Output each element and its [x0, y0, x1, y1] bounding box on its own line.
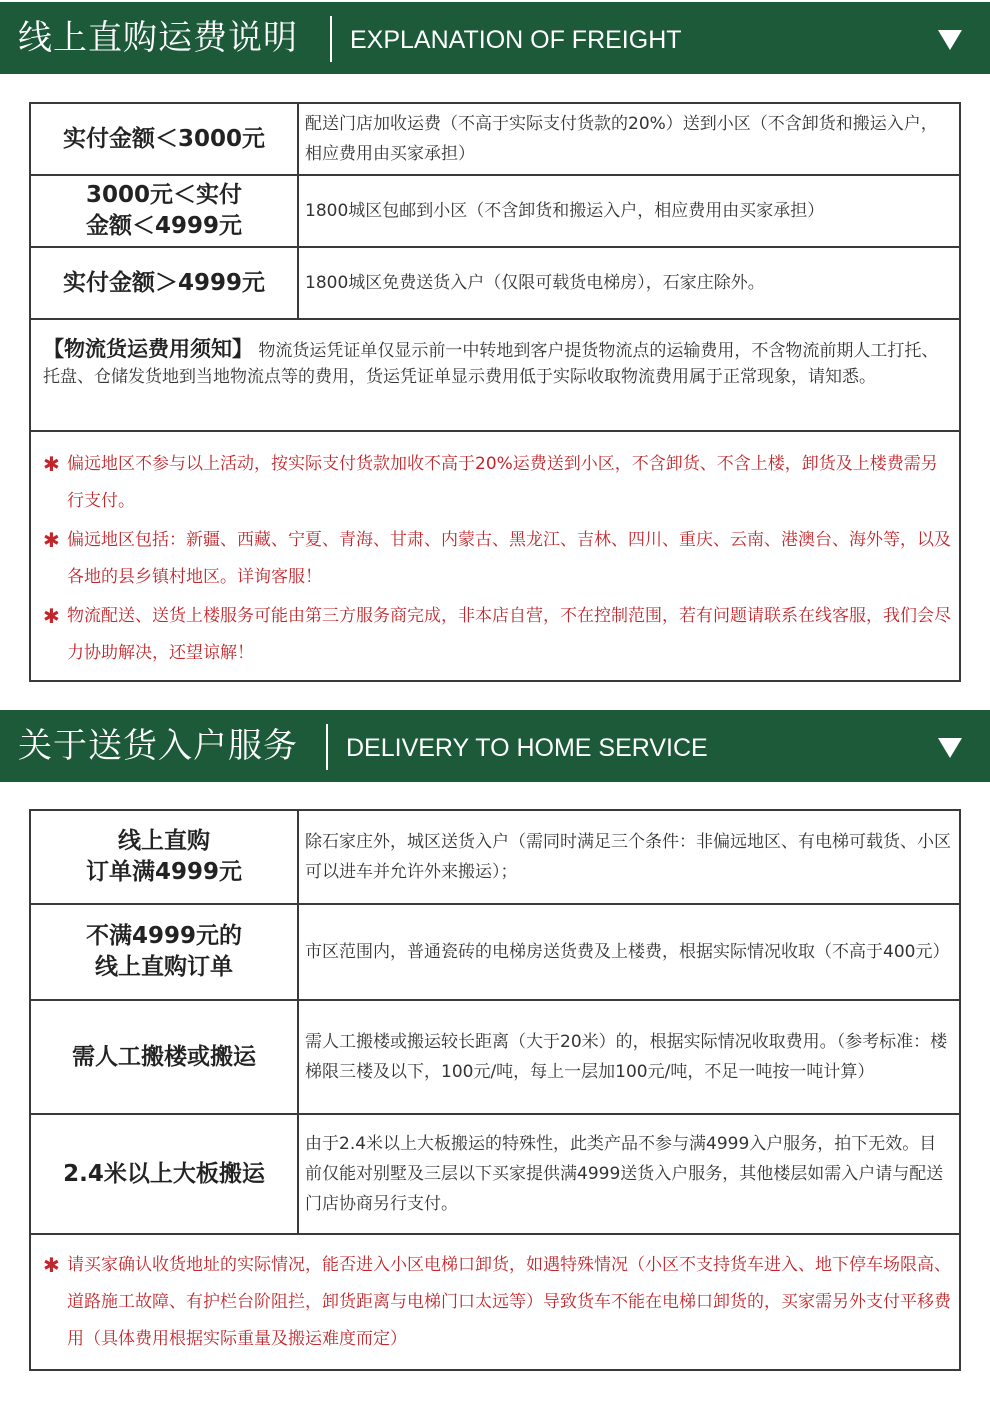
- triangle-down-icon[interactable]: [938, 30, 962, 50]
- label-line: 不满4999元的: [85, 923, 242, 949]
- delivery-row-desc: 市区范围内，普通瓷砖的电梯房送货费及上楼费，根据实际情况收取（不高于400元）: [305, 942, 950, 962]
- freight-table: [29, 102, 961, 682]
- freight-row: [31, 104, 959, 176]
- asterisk-icon: ✱: [43, 528, 60, 552]
- delivery-notes: [31, 1235, 959, 1369]
- logistics-text: 物流货运凭证单仅显示前一中转地到客户提货物流点的运输费用，不含物流前期人工打托、托盘、仓储发货地到当地物流点等的费用，货运凭证单显示费用低于实际收取物流费用属于正常现象，请知悉。: [43, 341, 939, 387]
- freight-row-desc: 配送门店加收运费（不高于实际支付货款的20%）送到小区（不含卸货和搬运入户，相应费用由买家承担）: [305, 114, 938, 164]
- freight-row-label: 实付金额＜3000元: [31, 104, 299, 174]
- delivery-table: [29, 809, 961, 1371]
- freight-header-banner: [0, 2, 990, 74]
- asterisk-icon: ✱: [43, 452, 60, 476]
- label-line: 3000元＜实付: [85, 182, 242, 208]
- label-line: 线上直购: [117, 828, 210, 854]
- freight-row-label: [31, 176, 299, 246]
- delivery-row-label: 2.4米以上大板搬运: [31, 1115, 299, 1233]
- freight-title-cn: 线上直购运费说明: [18, 18, 298, 58]
- delivery-row: [31, 1115, 959, 1235]
- note-text: 偏远地区包括：新疆、西藏、宁夏、青海、甘肃、内蒙古、黑龙江、吉林、四川、重庆、云南、港澳台、海外等，以及各地的县乡镇村地区。详询客服！: [67, 530, 951, 587]
- delivery-row-desc: 除石家庄外，城区送货入户（需同时满足三个条件：非偏远地区、有电梯可载货、小区可以进车并允许外来搬运）；: [305, 832, 951, 882]
- freight-row-desc: 1800城区免费送货入户（仅限可载货电梯房），石家庄除外。: [305, 273, 765, 293]
- delivery-row: [31, 811, 959, 905]
- header-divider: [330, 16, 332, 62]
- delivery-title-cn: 关于送货入户服务: [18, 726, 298, 766]
- note-text: 请买家确认收货地址的实际情况，能否进入小区电梯口卸货，如遇特殊情况（小区不支持货车进入、地下停车场限高、道路施工故障、有护栏台阶阻拦，卸货距离与电梯门口太远等）导致货车不能在电梯口卸货的，买家需另外支付平移费用（具体费用根据实际重量及搬运难度而定）: [67, 1255, 951, 1349]
- note-item: [43, 1247, 951, 1358]
- delivery-row: [31, 905, 959, 1001]
- header-divider: [326, 724, 328, 770]
- delivery-row-label: 需人工搬楼或搬运: [31, 1001, 299, 1113]
- freight-row: [31, 176, 959, 248]
- label-line: 订单满4999元: [85, 859, 242, 885]
- freight-title-en: EXPLANATION OF FREIGHT: [350, 26, 682, 54]
- note-text: 偏远地区不参与以上活动，按实际支付货款加收不高于20%运费送到小区，不含卸货、不含上楼，卸货及上楼费需另行支付。: [67, 454, 938, 511]
- delivery-row: [31, 1001, 959, 1115]
- remote-notes: [31, 432, 959, 680]
- note-text: 物流配送、送货上楼服务可能由第三方服务商完成，非本店自营，不在控制范围，若有问题请联系在线客服，我们会尽力协助解决，还望谅解！: [67, 606, 951, 663]
- label-line: 线上直购订单: [94, 954, 233, 980]
- freight-row: [31, 248, 959, 320]
- asterisk-icon: ✱: [43, 604, 60, 628]
- delivery-row-label: [31, 811, 299, 903]
- delivery-row-desc: 需人工搬楼或搬运较长距离（大于20米）的，根据实际情况收取费用。（参考标准：楼梯限三楼及以下，100元/吨，每上一层加100元/吨，不足一吨按一吨计算）: [305, 1032, 948, 1082]
- delivery-row-label: [31, 905, 299, 999]
- asterisk-icon: ✱: [43, 1253, 60, 1277]
- triangle-down-icon[interactable]: [938, 738, 962, 758]
- logistics-notice-row: [31, 320, 959, 432]
- delivery-note-row: [31, 1235, 959, 1369]
- logistics-heading: 【物流货运费用须知】: [43, 337, 253, 361]
- delivery-header-banner: [0, 710, 990, 782]
- delivery-row-desc: 由于2.4米以上大板搬运的特殊性，此类产品不参与满4999入户服务，拍下无效。目前仅能对别墅及三层以下买家提供满4999送货入户服务，其他楼层如需入户请与配送门店协商另行支付。: [305, 1134, 944, 1214]
- logistics-notice: [31, 320, 959, 430]
- freight-row-desc: 1800城区包邮到小区（不含卸货和搬运入户，相应费用由买家承担）: [305, 201, 825, 221]
- delivery-title-en: DELIVERY TO HOME SERVICE: [346, 734, 708, 762]
- label-line: 金额＜4999元: [85, 213, 242, 239]
- remote-notes-row: [31, 432, 959, 680]
- freight-row-label: 实付金额＞4999元: [31, 248, 299, 318]
- note-item: [43, 522, 951, 596]
- note-item: [43, 446, 951, 520]
- note-item: [43, 598, 951, 672]
